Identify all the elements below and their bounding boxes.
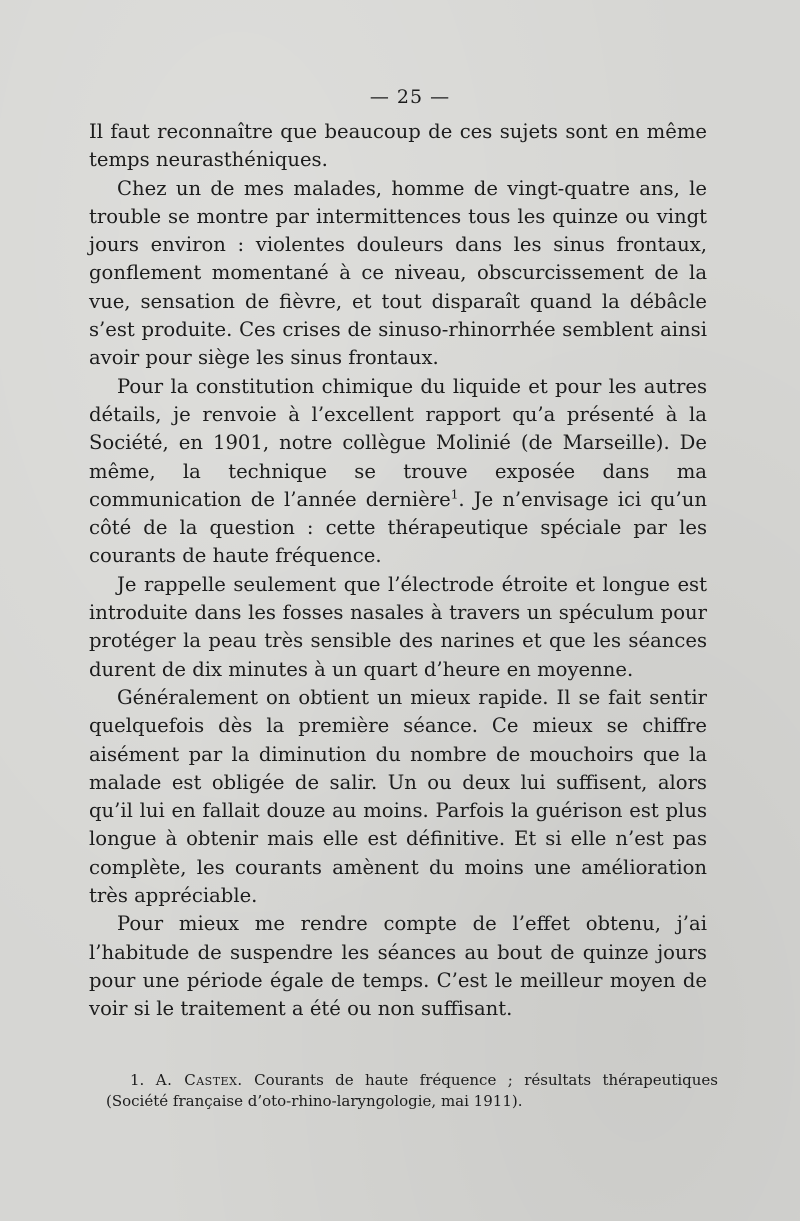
paragraph-text: . Je n’envisage ici qu’un côté de la question : cette thérapeutique spéciale par les courants de haute fréquence. [89, 487, 707, 568]
footnote-author: A. Castex. [155, 1071, 243, 1089]
paragraph: Je rappelle seulement que l’électrode étroite et longue est introduite dans les fosses nasales à travers un spéculum pour protéger la peau très sensible des narines et que les séances durent de dix minutes à un quart d’heure en moyenne. [89, 572, 707, 681]
page-number: — 25 — [369, 86, 451, 108]
footnote-text: Courants de haute fréquence ; résultats thérapeutiques (Société française d’oto-rhino-laryngologie, mai 1911). [106, 1071, 718, 1110]
paragraph-with-footnote [89, 373, 707, 571]
paragraph-text: Pour la constitution chimique du liquide et pour les autres détails, je renvoie à l’excellent rapport qu’a présenté à la Société, en 1901, notre collègue Molinié (de Marseille). De même, la technique se trouve exposée dans ma communication de l’année dernière [89, 374, 707, 511]
paragraph: Pour mieux me rendre compte de l’effet obtenu, j’ai l’habitude de suspendre les séances au bout de quinze jours pour une période égale de temps. C’est le meilleur moyen de voir si le traitement a été ou non suffisant. [89, 912, 707, 1021]
paragraph: Généralement on obtient un mieux rapide. Il se fait sentir quelquefois dès la première séance. Ce mieux se chiffre aisément par la diminution du nombre de mouchoirs que la malade est obligée de salir. Un ou deux lui suffisent, alors qu’il lui en fallait douze au moins. Parfois la guérison est plus longue à obtenir mais elle est définitive. Et si elle n’est pas complète, les courants amènent du moins une amélioration très appréciable. [89, 685, 707, 908]
paragraph: Chez un de mes malades, homme de vingt-quatre ans, le trouble se montre par intermittences tous les quinze ou vingt jours environ : violentes douleurs dans les sinus frontaux, gonflement momentané à ce niveau, obscurcissement de la vue, sensation de fièvre, et tout disparaît quand la débâcle s’est produite. Ces crises de sinuso-rhinorrhée semblent ainsi avoir pour siège les sinus frontaux. [89, 176, 707, 370]
paragraph: Il faut reconnaître que beaucoup de ces sujets sont en même temps neurasthéniques. [89, 120, 707, 172]
footnote-entry [106, 1070, 718, 1112]
footnote [106, 1070, 718, 1112]
footnote-reference: 1 [450, 487, 459, 502]
body-text [89, 118, 707, 1024]
footnote-number: 1. [130, 1071, 145, 1089]
